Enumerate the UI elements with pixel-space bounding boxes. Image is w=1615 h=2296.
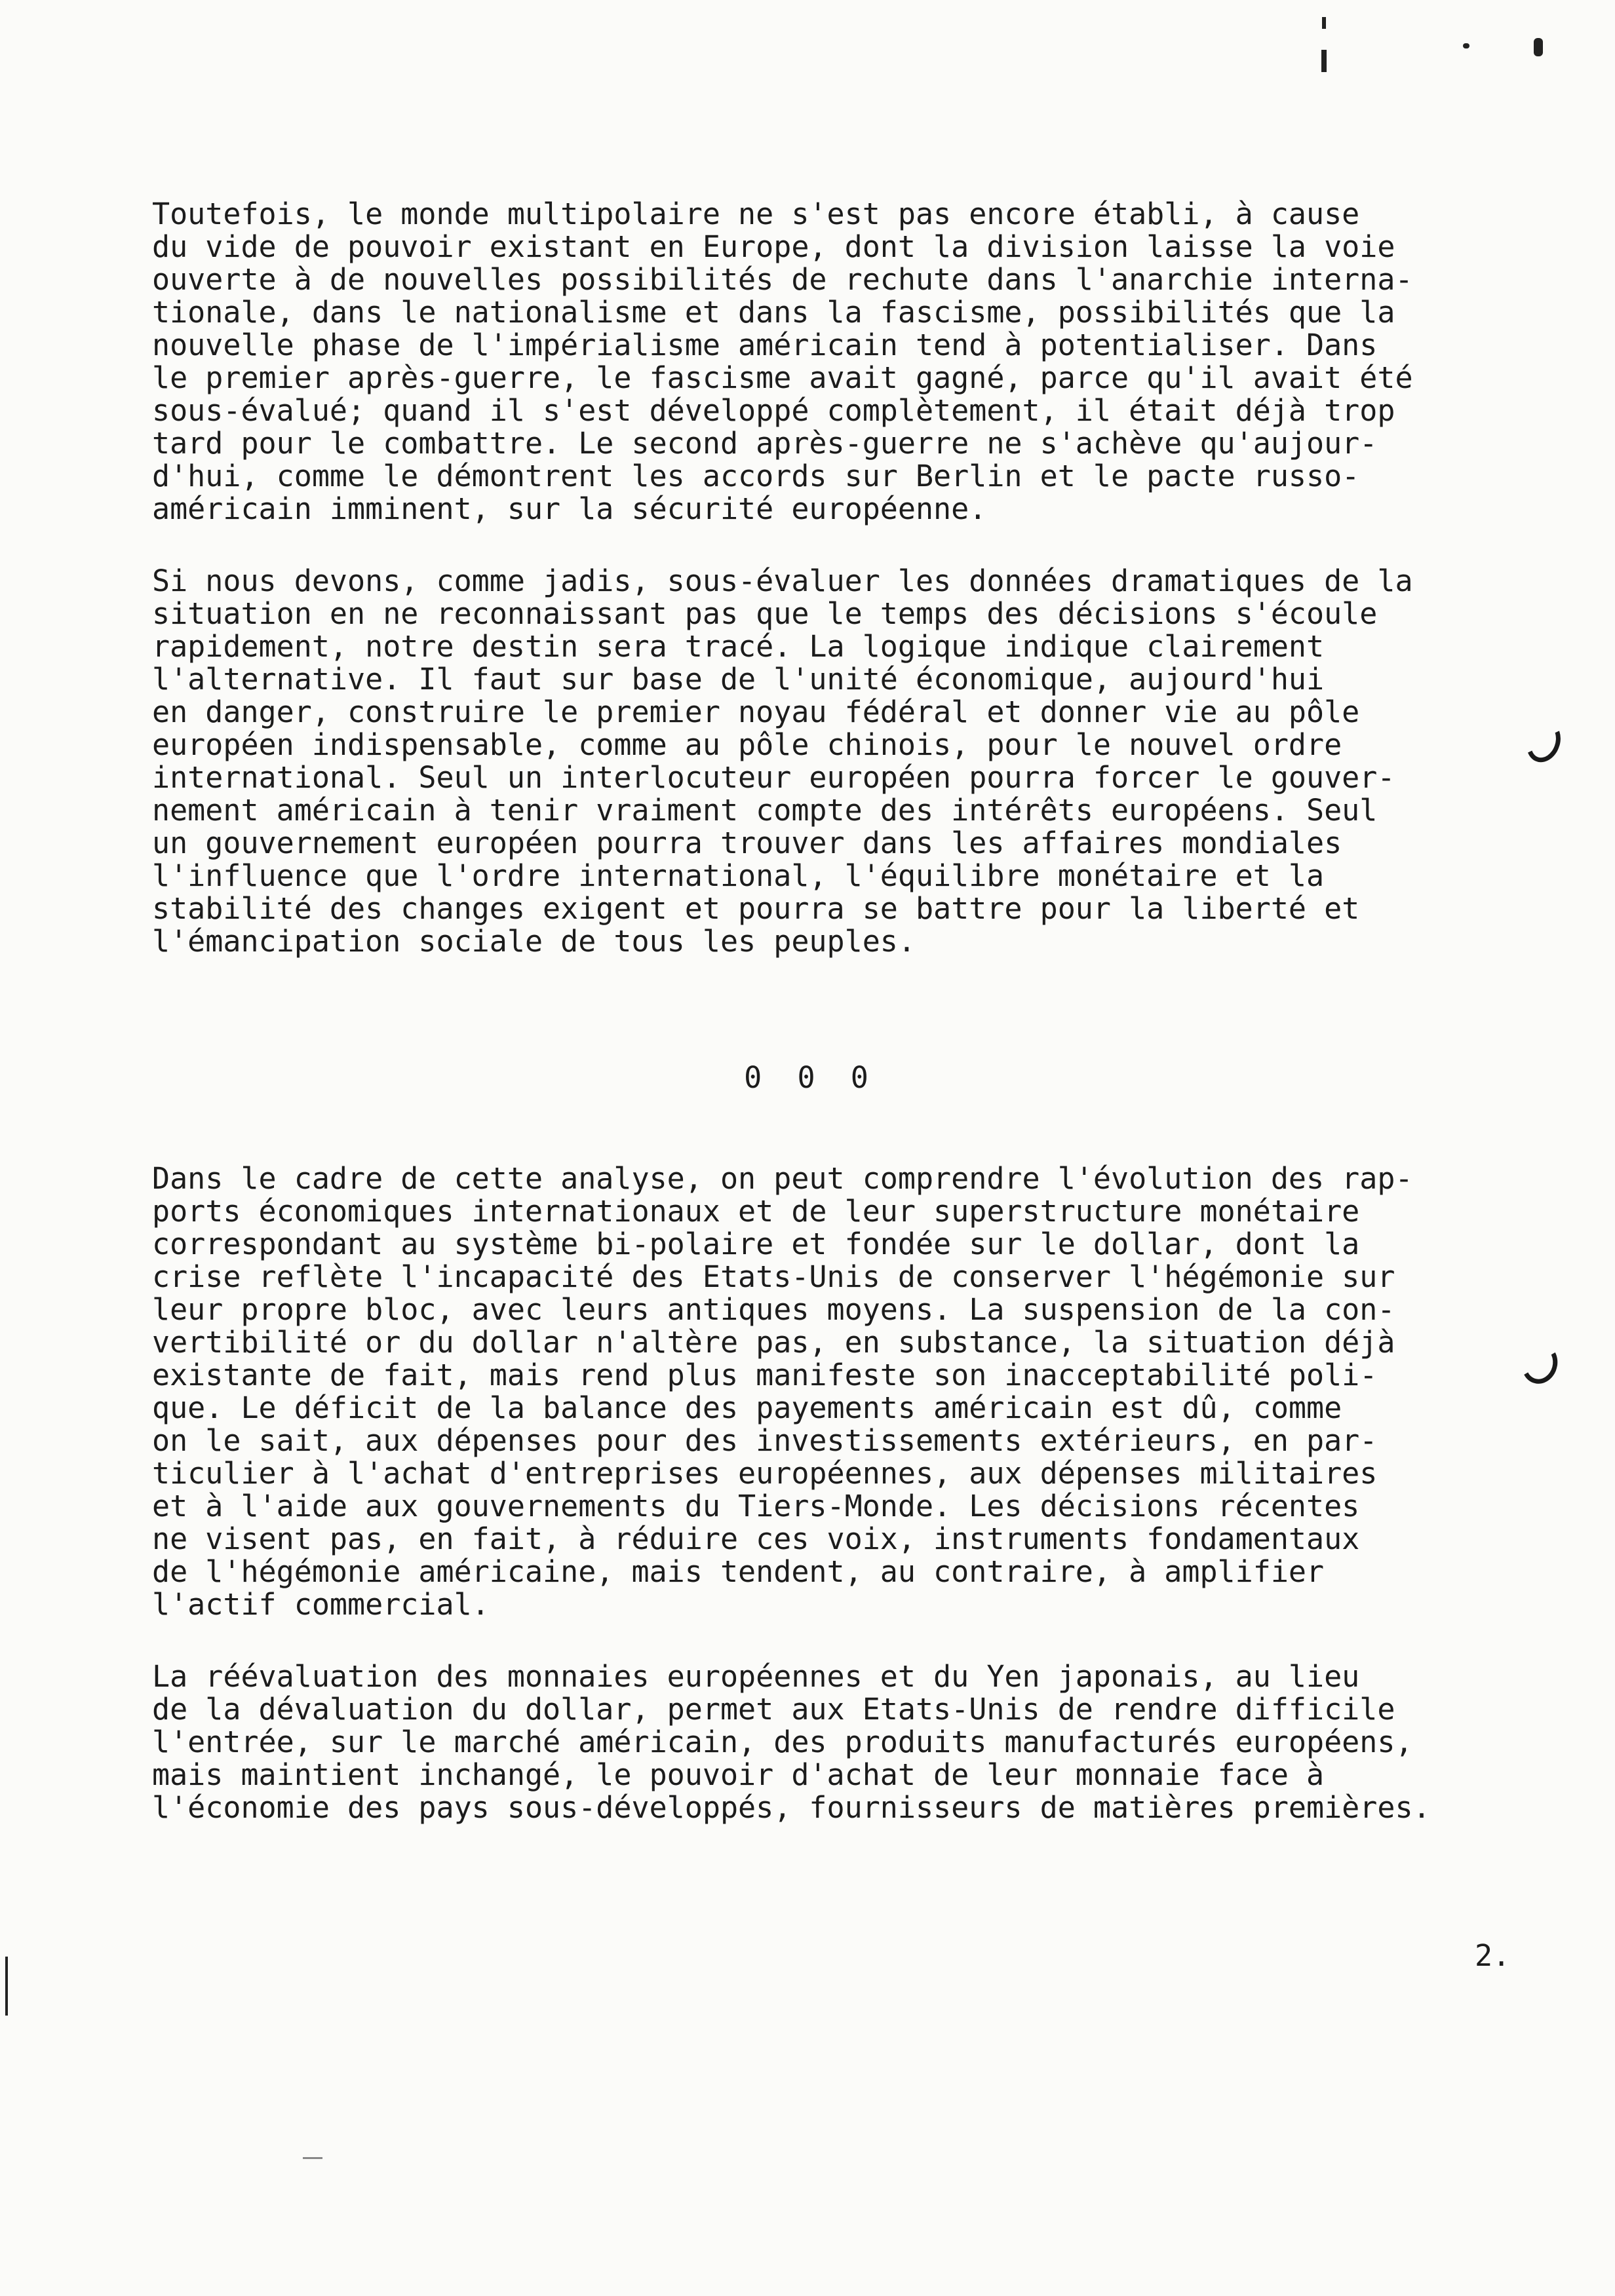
paragraph-line: européen indispensable, comme au pôle chinois, pour le nouvel ordre xyxy=(152,727,1342,762)
punch-hole-mark xyxy=(1521,716,1566,767)
ink-mark xyxy=(5,1957,8,2016)
paragraph-line: crise reflète l'incapacité des Etats-Unis de conserver l'hégémonie sur xyxy=(152,1259,1395,1294)
paragraph-line: situation en ne reconnaissant pas que le temps des décisions s'écoule xyxy=(152,596,1378,631)
paragraph-line: international. Seul un interlocuteur européen pourra forcer le gouver- xyxy=(152,760,1395,795)
paragraph-line: l'influence que l'ordre international, l'équilibre monétaire et la xyxy=(152,858,1325,893)
paragraph-line: nement américain à tenir vraiment compte des intérêts européens. Seul xyxy=(152,793,1378,828)
paragraph-line: Toutefois, le monde multipolaire ne s'est pas encore établi, à cause xyxy=(152,197,1360,231)
paragraph-line: de l'hégémonie américaine, mais tendent, au contraire, à amplifier xyxy=(152,1554,1325,1589)
paragraph-line: leur propre bloc, avec leurs antiques moyens. La suspension de la con- xyxy=(152,1292,1395,1327)
paragraph-line: l'actif commercial. xyxy=(152,1587,490,1622)
paragraph-4 xyxy=(152,1660,1431,1824)
paragraph-line: et à l'aide aux gouvernements du Tiers-Monde. Les décisions récentes xyxy=(152,1489,1360,1523)
paragraph-line: Dans le cadre de cette analyse, on peut comprendre l'évolution des rap- xyxy=(152,1161,1413,1196)
ink-mark xyxy=(1321,50,1327,72)
paragraph-line: tard pour le combattre. Le second après-guerre ne s'achève qu'aujour- xyxy=(152,426,1378,461)
paragraph-line: tionale, dans le nationalisme et dans la fascisme, possibilités que la xyxy=(152,295,1395,330)
section-separator: 0 0 0 xyxy=(744,1060,868,1095)
paragraph-line: l'économie des pays sous-développés, fournisseurs de matières premières. xyxy=(152,1790,1431,1825)
paragraph-line: de la dévaluation du dollar, permet aux Etats-Unis de rendre difficile xyxy=(152,1692,1395,1727)
ink-mark xyxy=(1322,17,1326,29)
paragraph-line: rapidement, notre destin sera tracé. La logique indique clairement xyxy=(152,629,1325,664)
paragraph-line: existante de fait, mais rend plus manifeste son inacceptabilité poli- xyxy=(152,1358,1378,1392)
paragraph-3 xyxy=(152,1162,1413,1621)
ink-mark xyxy=(1534,38,1543,56)
punch-hole-mark xyxy=(1517,1339,1562,1388)
paragraph-line: ticulier à l'achat d'entreprises européennes, aux dépenses militaires xyxy=(152,1456,1378,1491)
page-number: 2. xyxy=(1475,1938,1511,1973)
paragraph-line: l'alternative. Il faut sur base de l'unité économique, aujourd'hui xyxy=(152,662,1325,697)
paragraph-1 xyxy=(152,198,1413,526)
paragraph-line: le premier après-guerre, le fascisme avait gagné, parce qu'il avait été xyxy=(152,360,1413,395)
paragraph-line: stabilité des changes exigent et pourra se battre pour la liberté et xyxy=(152,891,1360,926)
ink-mark xyxy=(1463,43,1469,48)
paragraph-line: mais maintient inchangé, le pouvoir d'achat de leur monnaie face à xyxy=(152,1757,1325,1792)
paragraph-line: La réévaluation des monnaies européennes et du Yen japonais, au lieu xyxy=(152,1659,1360,1694)
paragraph-line: en danger, construire le premier noyau fédéral et donner vie au pôle xyxy=(152,695,1360,729)
paragraph-line: d'hui, comme le démontrent les accords sur Berlin et le pacte russo- xyxy=(152,459,1360,493)
paragraph-line: correspondant au système bi-polaire et fondée sur le dollar, dont la xyxy=(152,1227,1360,1261)
paragraph-line: vertibilité or du dollar n'altère pas, en substance, la situation déjà xyxy=(152,1325,1395,1360)
paragraph-line: sous-évalué; quand il s'est développé complètement, il était déjà trop xyxy=(152,393,1395,428)
paragraph-2 xyxy=(152,565,1413,958)
ink-mark xyxy=(303,2157,322,2159)
paragraph-line: ports économiques internationaux et de leur superstructure monétaire xyxy=(152,1194,1360,1229)
paragraph-line: américain imminent, sur la sécurité européenne. xyxy=(152,491,987,526)
paragraph-line: on le sait, aux dépenses pour des investissements extérieurs, en par- xyxy=(152,1423,1378,1458)
paragraph-line: Si nous devons, comme jadis, sous-évaluer les données dramatiques de la xyxy=(152,564,1413,598)
paragraph-line: l'émancipation sociale de tous les peuples. xyxy=(152,924,916,959)
paragraph-line: du vide de pouvoir existant en Europe, dont la division laisse la voie xyxy=(152,229,1395,264)
paragraph-line: ouverte à de nouvelles possibilités de rechute dans l'anarchie interna- xyxy=(152,262,1413,297)
paragraph-line: un gouvernement européen pourra trouver dans les affaires mondiales xyxy=(152,826,1342,860)
paragraph-line: que. Le déficit de la balance des payements américain est dû, comme xyxy=(152,1390,1342,1425)
paragraph-line: ne visent pas, en fait, à réduire ces voix, instruments fondamentaux xyxy=(152,1521,1360,1556)
paragraph-line: l'entrée, sur le marché américain, des produits manufacturés européens, xyxy=(152,1725,1413,1759)
paragraph-line: nouvelle phase de l'impérialisme américain tend à potentialiser. Dans xyxy=(152,328,1378,362)
